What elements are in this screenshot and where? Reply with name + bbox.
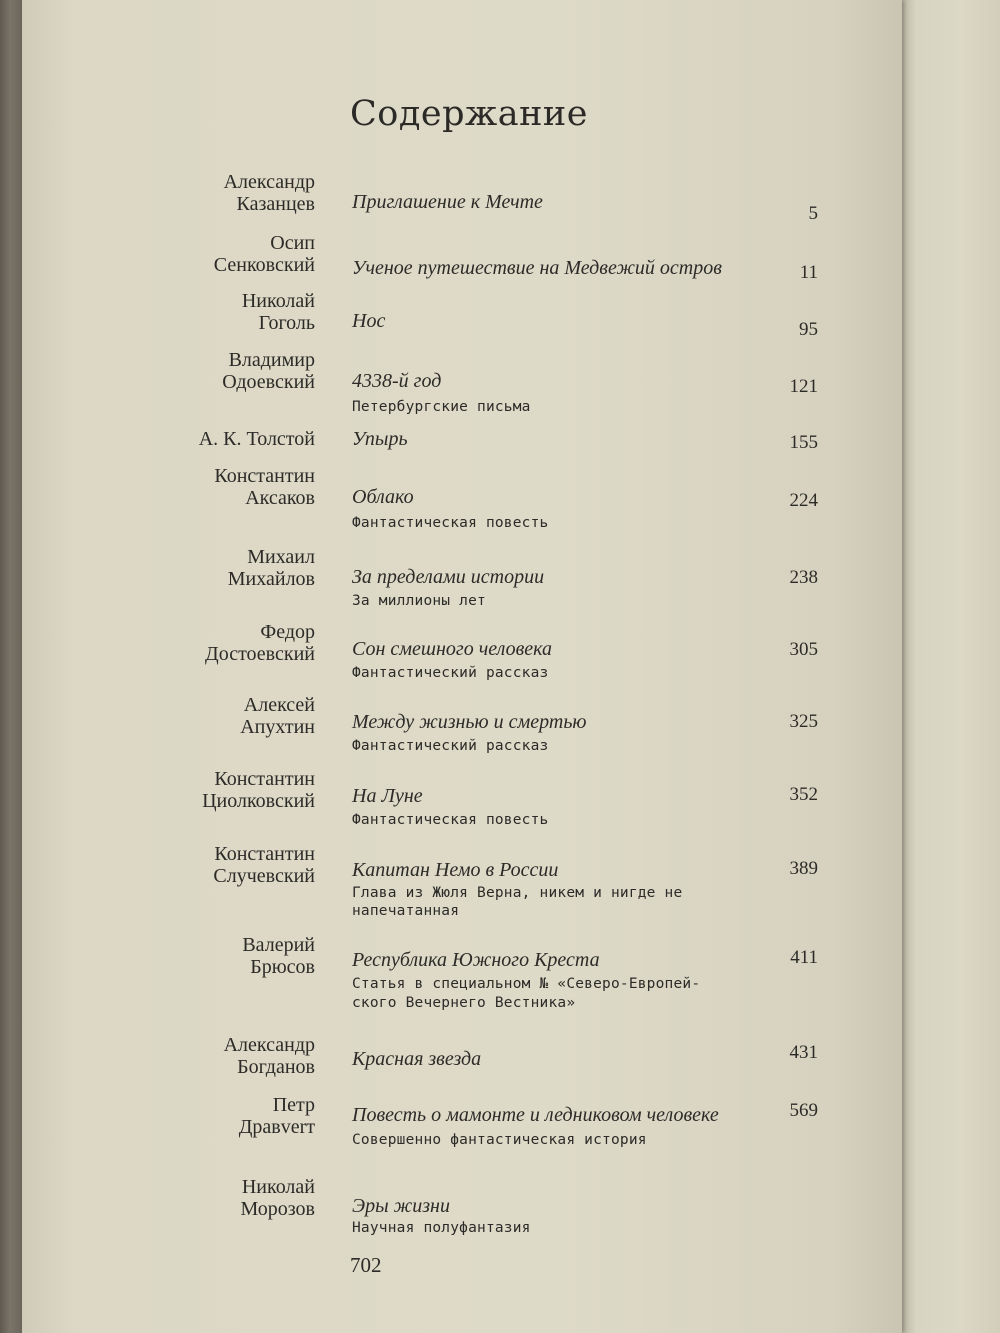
author-first-name: Владимир [228,349,315,371]
author-last-name: Одоевский [222,371,315,393]
author-name: А. К. Толстой [198,428,315,450]
work-title: За пределами истории [352,566,545,588]
author-first-name: Александр [223,1034,315,1056]
author-last-name: Брюсов [250,956,315,978]
work-subtitle: За миллионы лет [352,593,486,609]
work-subtitle: Фантастическая повесть [352,812,549,828]
adjacent-page-edge [902,0,1000,1333]
page-number: 352 [789,784,818,805]
page-number: 95 [799,319,818,340]
page-number: 224 [789,490,818,511]
author-first-name: Константин [214,465,315,487]
page-number: 569 [789,1100,818,1121]
work-title: Красная звезда [352,1048,482,1070]
work-subtitle: Научная полуфантазия [352,1220,531,1236]
work-title: Эры жизни [352,1195,450,1217]
author-first-name: Осип [270,232,315,254]
author-first-name: Алексей [243,694,315,716]
author-first-name: Валерий [242,934,315,956]
author-last-name: Апухтин [240,716,315,738]
page-number: 325 [789,711,818,732]
page-title: Содержание [350,94,588,134]
page-number: 121 [789,376,818,397]
author-first-name: Федор [260,621,315,643]
work-subtitle-line: Глава из Жюля Верна, никем и нигде не [352,885,683,901]
work-subtitle: Фантастическая повесть [352,515,549,531]
work-title: 4338-й год [352,370,442,392]
work-title: Приглашение к Мечте [352,191,543,213]
page-number: 431 [789,1042,818,1063]
author-last-name: Казанцев [236,193,315,215]
author-first-name: Николай [241,290,315,312]
work-subtitle: Петербургские письма [352,399,531,415]
work-title: Сон смешного человека [352,638,553,660]
author-last-name: Гоголь [258,312,315,334]
work-subtitle: Совершенно фантастическая история [352,1132,647,1148]
work-title: Капитан Немо в России [352,859,559,881]
author-first-name: Константин [214,843,315,865]
author-first-name: Александр [223,171,315,193]
work-title: Облако [352,486,414,508]
author-first-name: Константин [214,768,315,790]
author-last-name: Морозов [240,1198,315,1220]
work-title: Упырь [352,428,408,450]
author-last-name: Случевский [213,865,315,887]
page-number: 389 [789,858,818,879]
work-title: Между жизнью и смертью [352,711,587,733]
page-number: 11 [799,262,818,283]
page-number: 411 [790,947,818,968]
author-first-name: Петр [272,1094,315,1116]
author-last-name: Михайлов [227,568,315,590]
work-subtitle-line: ского Вечернего Вестника» [352,995,576,1011]
page-number: 155 [789,432,818,453]
author-last-name: Циолковский [202,790,315,812]
author-last-name: Аксаков [245,487,315,509]
author-last-name: Сенковский [213,254,315,276]
page-number: 5 [808,203,818,224]
page-number: 238 [789,567,818,588]
author-last-name: Дравverт [238,1116,315,1138]
work-subtitle-line: напечатанная [352,903,460,919]
work-title: На Луне [352,785,423,807]
author-first-name: Михаил [247,546,315,568]
author-first-name: Николай [241,1176,315,1198]
author-last-name: Достоевский [205,643,315,665]
work-title: Республика Южного Креста [352,949,600,971]
work-subtitle: Фантастический рассказ [352,738,549,754]
page-number: 305 [789,639,818,660]
work-subtitle-line: Статья в специальном № «Северо-Европей- [352,976,701,992]
author-last-name: Богданов [237,1056,315,1078]
work-title: Повесть о мамонте и ледниковом человеке [352,1104,719,1126]
page-folio-number: 702 [350,1253,382,1277]
work-title: Ученое путешествие на Медвежий остров [352,257,722,279]
work-subtitle: Фантастический рассказ [352,665,549,681]
work-title: Нос [352,310,386,332]
